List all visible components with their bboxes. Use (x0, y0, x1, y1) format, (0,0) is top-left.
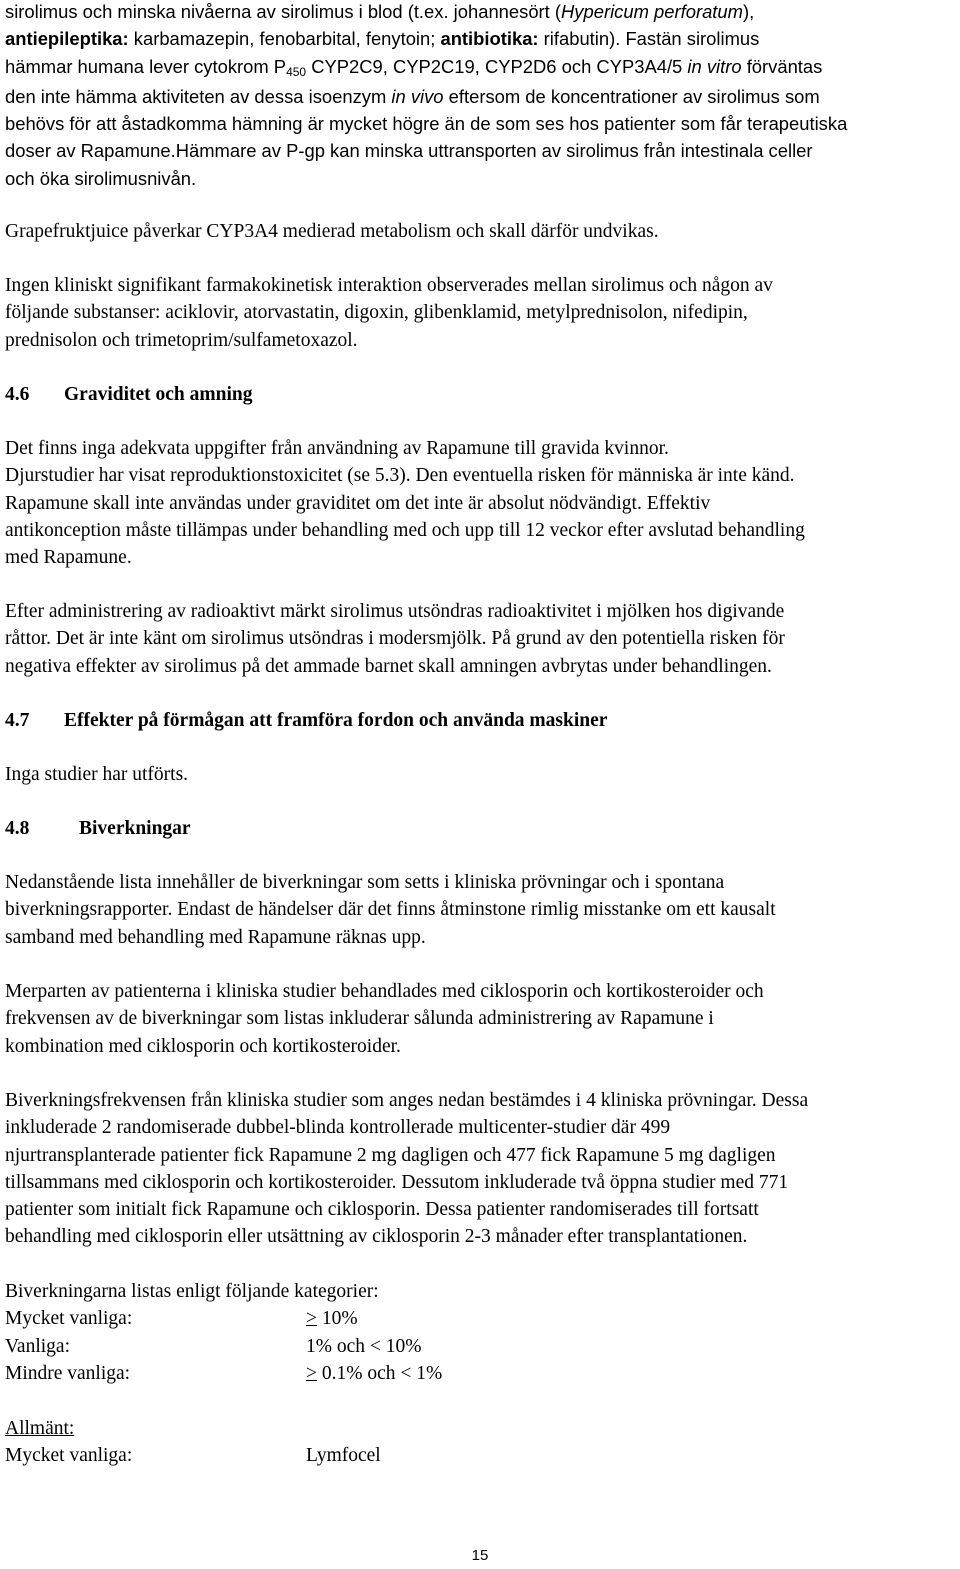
text-line: hämmar humana lever cytokrom $P_{450}$ CYP2C9, CYP2C19, CYP2D6 och CYP3A4/5 in vitro förväntas (5, 55, 823, 79)
text-line: antiepileptika: karbamazepin, fenobarbital, fenytoin; antibiotika: rifabutin). Fastän sirolimus (5, 28, 760, 50)
text-line: Nedanstående lista innehåller de biverkningar som setts i kliniska prövningar och i spontana (5, 872, 725, 893)
text-line: frekvensen av de biverkningar som listas inkluderar sålunda administrering av Rapamune i (5, 1008, 714, 1030)
text-line: med Rapamune. (5, 547, 132, 569)
text-line: kombination med ciklosporin och kortikosteroider. (5, 1035, 401, 1057)
text-line: patienter som initialt fick Rapamune och ciklosporin. Dessa patienter randomiserades till fortsatt (5, 1199, 759, 1221)
category-label: Vanliga: (5, 1335, 70, 1357)
category-row (5, 1305, 955, 1332)
page-number: 15 (471, 1547, 489, 1564)
section-heading-4-7 (5, 707, 955, 734)
section-number: 4.7 (5, 710, 30, 731)
text-line: Efter administrering av radioaktivt märkt sirolimus utsöndras radioaktivitet i mjölken hos digivande (5, 601, 785, 622)
general-row (5, 1442, 955, 1469)
category-value: > 10% (306, 1308, 358, 1330)
text-line: Rapamune skall inte användas under graviditet om det inte är absolut nödvändigt. Effektiv (5, 492, 711, 514)
frequency-paragraph (5, 1087, 955, 1251)
text-line: Ingen kliniskt signifikant farmakokinetisk interaktion observerades mellan sirolimus och någon av (5, 275, 773, 296)
category-label: Mycket vanliga: (5, 1308, 133, 1330)
general-heading: Allmänt: (5, 1418, 75, 1439)
section-number: 4.6 (5, 384, 30, 405)
text-line: Biverkningsfrekvensen från kliniska studier som anges nedan bestämdes i 4 kliniska prövningar. Dessa (5, 1090, 809, 1111)
text-line: doser av Rapamune.Hämmare av P-gp kan minska uttransporten av sirolimus från intestinala celler (5, 140, 813, 162)
text-line: behandling med ciklosporin eller utsättning av ciklosporin 2-3 månader efter transplantationen. (5, 1226, 748, 1248)
pregnancy-paragraph (5, 435, 955, 571)
text-line: negativa effekter av sirolimus på det ammade barnet skall amningen avbrytas under behandlingen. (5, 655, 772, 677)
category-row (5, 1360, 955, 1387)
section-number: 4.8 (5, 818, 30, 839)
interaction-paragraph (5, 0, 955, 192)
text-line: inkluderade 2 randomiserade dubbel-blinda kontrollerade multicenter-studier där 499 (5, 1117, 671, 1139)
adverse-event: Lymfocel (306, 1445, 381, 1467)
section-title: Biverkningar (79, 818, 191, 839)
text-line: Det finns inga adekvata uppgifter från användning av Rapamune till gravida kvinnor. (5, 438, 669, 459)
text-line: Inga studier har utförts. (5, 764, 189, 785)
section-heading-4-6 (5, 381, 955, 408)
category-value: > 0.1% och < 1% (306, 1362, 443, 1384)
text-line: den inte hämma aktiviteten av dessa isoenzym in vivo eftersom de koncentrationer av sirolimus som (5, 85, 820, 107)
category-label: Mindre vanliga: (5, 1362, 131, 1384)
no-interaction-paragraph (5, 272, 955, 354)
text-line: biverkningsrapporter. Endast de händelser där det finns åtminstone rimlig misstanke om ett kausalt (5, 899, 776, 921)
categories-block (5, 1278, 955, 1387)
category-row (5, 1333, 955, 1360)
text-line: sirolimus och minska nivåerna av sirolimus i blod (t.ex. johannesört (Hypericum perforatum), (5, 1, 755, 22)
text-line: antikonception måste tillämpas under behandling med och upp till 12 veckor efter avslutad behandling (5, 519, 805, 541)
text-line: följande substanser: aciklovir, atorvastatin, digoxin, glibenklamid, metylprednisolon, nifedipin, (5, 302, 748, 324)
section-title: Effekter på förmågan att framföra fordon och använda maskiner (64, 710, 608, 731)
text-line: råttor. Det är inte känt om sirolimus utsöndras i modersmjölk. På grund av den potentiella risken för (5, 628, 785, 650)
section-title: Graviditet och amning (64, 384, 253, 405)
text-line: tillsammans med ciklosporin och kortikosteroider. Dessutom inkluderade två öppna studier med 771 (5, 1171, 789, 1193)
adverse-intro-paragraph (5, 869, 955, 951)
text-line: Merparten av patienterna i kliniska studier behandlades med ciklosporin och kortikosteroider och (5, 981, 764, 1002)
text-line: behövs för att åstadkomma hämning är mycket högre än de som ses hos patienter som får terapeutiska (5, 113, 848, 135)
general-block (5, 1415, 955, 1470)
category-value: 1% och < 10% (306, 1335, 422, 1357)
text-line: Djurstudier har visat reproduktionstoxicitet (se 5.3). Den eventuella risken för människa är inte känd. (5, 465, 795, 487)
section-heading-4-8 (5, 815, 955, 842)
ciclosporin-paragraph (5, 978, 955, 1060)
frequency-label: Mycket vanliga: (5, 1445, 133, 1467)
text-line: prednisolon och trimetoprim/sulfametoxazol. (5, 329, 358, 351)
text-line: njurtransplanterade patienter fick Rapamune 2 mg dagligen och 477 fick Rapamune 5 mg dagligen (5, 1144, 776, 1166)
text-line: Grapefruktjuice påverkar CYP3A4 medierad metabolism och skall därför undvikas. (5, 221, 659, 242)
grapefruit-paragraph (5, 218, 955, 245)
categories-intro: Biverkningarna listas enligt följande kategorier: (5, 1281, 379, 1302)
text-line: och öka sirolimusnivån. (5, 167, 197, 189)
driving-paragraph (5, 761, 955, 788)
text-line: samband med behandling med Rapamune räknas upp. (5, 926, 426, 948)
lactation-paragraph (5, 598, 955, 680)
